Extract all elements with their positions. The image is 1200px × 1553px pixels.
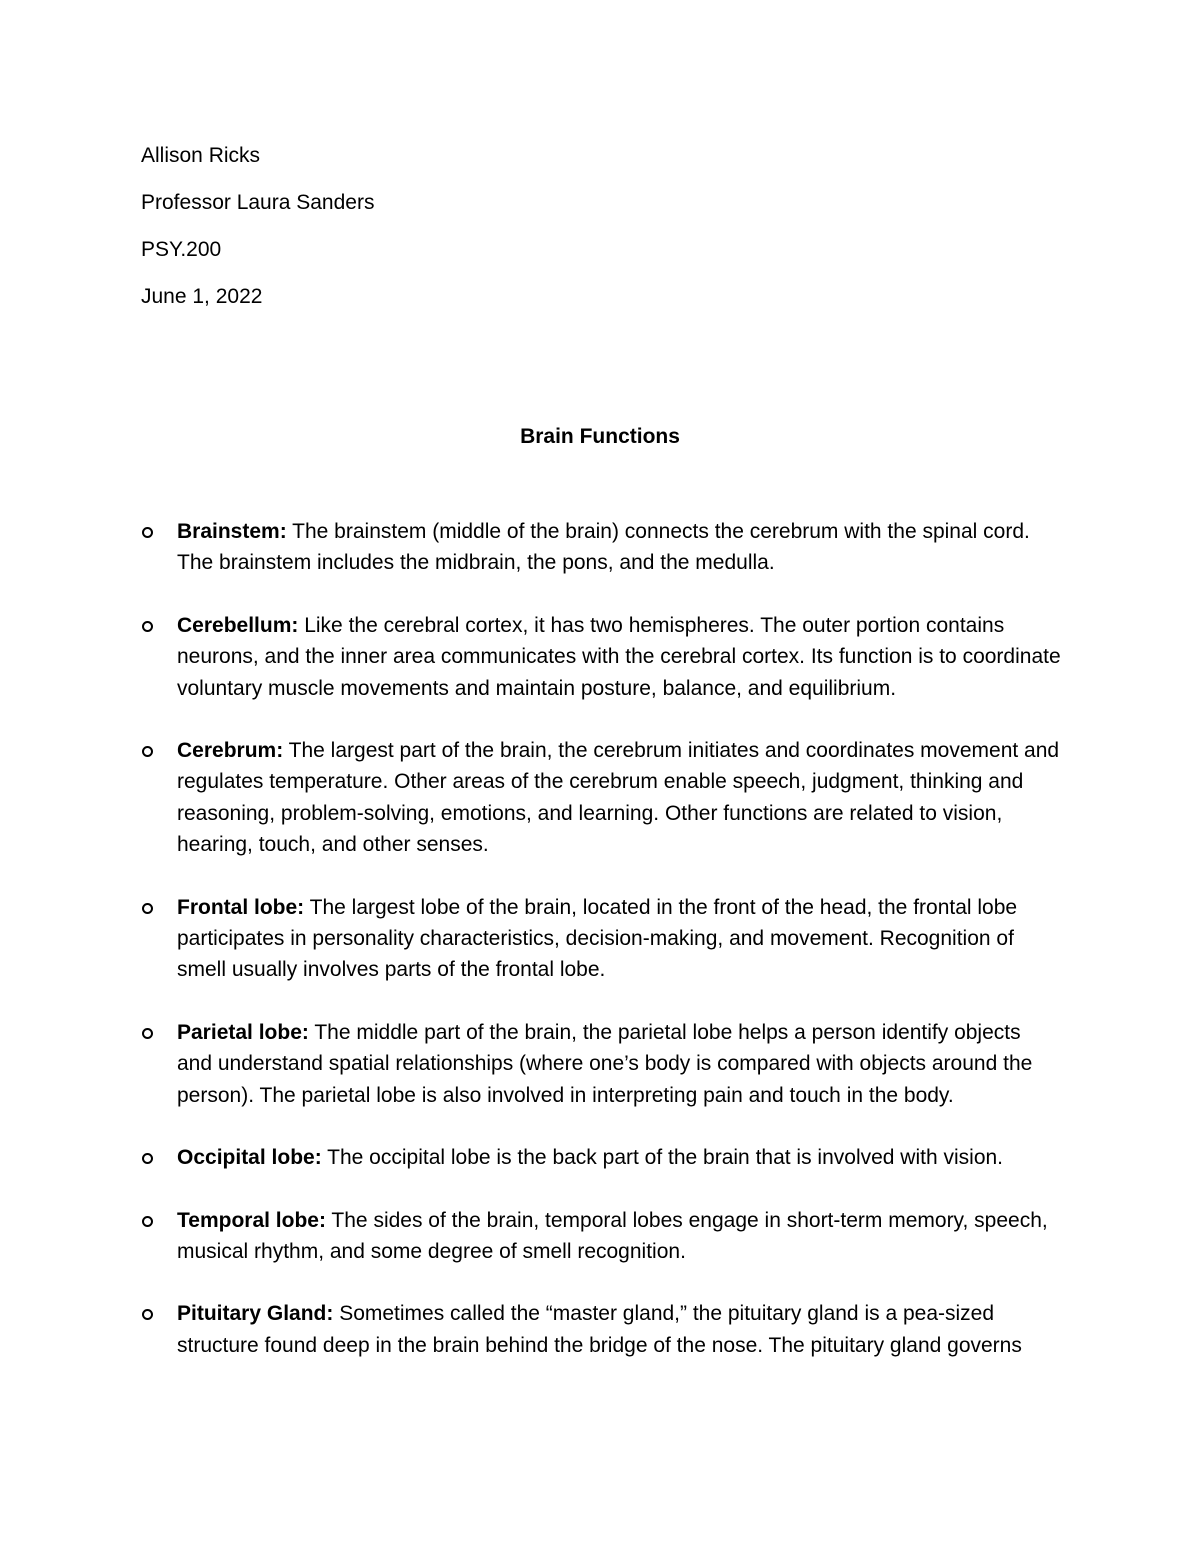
term-label: Frontal lobe: — [177, 895, 305, 919]
term-label: Occipital lobe: — [177, 1146, 322, 1170]
term-description: The largest lobe of the brain, located in the front of the head, the frontal lobe participates in personality characteristics, decision-making, and movement. Recognition of smell usually involves parts of the frontal lobe. — [177, 895, 1018, 982]
document-date: June 1, 2022 — [141, 285, 263, 308]
list-item-cerebellum — [141, 610, 1061, 704]
hollow-bullet-icon — [142, 527, 153, 538]
term-label: Pituitary Gland: — [177, 1302, 334, 1326]
brain-function-list — [141, 516, 1061, 1392]
list-item-frontal-lobe — [141, 892, 1061, 986]
author-name: Allison Ricks — [141, 144, 261, 167]
term-label: Parietal lobe: — [177, 1020, 309, 1044]
term-description: The sides of the brain, temporal lobes engage in short-term memory, speech, musical rhythm, and some degree of smell recognition. — [177, 1208, 1048, 1263]
term-description: Sometimes called the “master gland,” the pituitary gland is a pea-sized structure found deep in the brain behind the bridge of the nose. The pituitary gland governs — [177, 1302, 1022, 1357]
term-description: The largest part of the brain, the cerebrum initiates and coordinates movement and regulates temperature. Other areas of the cerebrum enable speech, judgment, thinking and reasoning, problem-solving, emotions, and learning. Other functions are related to vision, hearing, touch, and other senses. — [177, 739, 1060, 857]
term-label: Brainstem: — [177, 520, 287, 543]
professor-name: Professor Laura Sanders — [141, 191, 375, 214]
list-item-pituitary-gland — [141, 1298, 1061, 1361]
hollow-bullet-icon — [142, 903, 153, 914]
list-item-occipital-lobe — [141, 1142, 1061, 1173]
term-label: Temporal lobe: — [177, 1208, 326, 1232]
list-item-cerebrum — [141, 735, 1061, 861]
document-title: Brain Functions — [520, 425, 680, 448]
hollow-bullet-icon — [142, 746, 153, 757]
term-description: The brainstem (middle of the brain) connects the cerebrum with the spinal cord. The brainstem includes the midbrain, the pons, and the medulla. — [177, 520, 1030, 575]
term-description: Like the cerebral cortex, it has two hemispheres. The outer portion contains neurons, and the inner area communicates with the cerebral cortex. Its function is to coordinate voluntary muscle movements and maintain posture, balance, and equilibrium. — [177, 613, 1061, 700]
term-description: The middle part of the brain, the parietal lobe helps a person identify objects and understand spatial relationships (where one’s body is compared with objects around the person). The parietal lobe is also involved in interpreting pain and touch in the body. — [177, 1020, 1033, 1107]
hollow-bullet-icon — [142, 1153, 153, 1164]
term-description: The occipital lobe is the back part of the brain that is involved with vision. — [321, 1146, 1004, 1170]
hollow-bullet-icon — [142, 1309, 153, 1320]
list-item-parietal-lobe — [141, 1017, 1061, 1111]
term-label: Cerebellum: — [177, 613, 299, 637]
hollow-bullet-icon — [142, 1028, 153, 1039]
list-item-brainstem — [141, 516, 1061, 579]
term-label: Cerebrum: — [177, 739, 284, 763]
hollow-bullet-icon — [142, 1216, 153, 1227]
hollow-bullet-icon — [142, 621, 153, 632]
list-item-temporal-lobe — [141, 1205, 1061, 1268]
course-code: PSY.200 — [141, 238, 222, 261]
